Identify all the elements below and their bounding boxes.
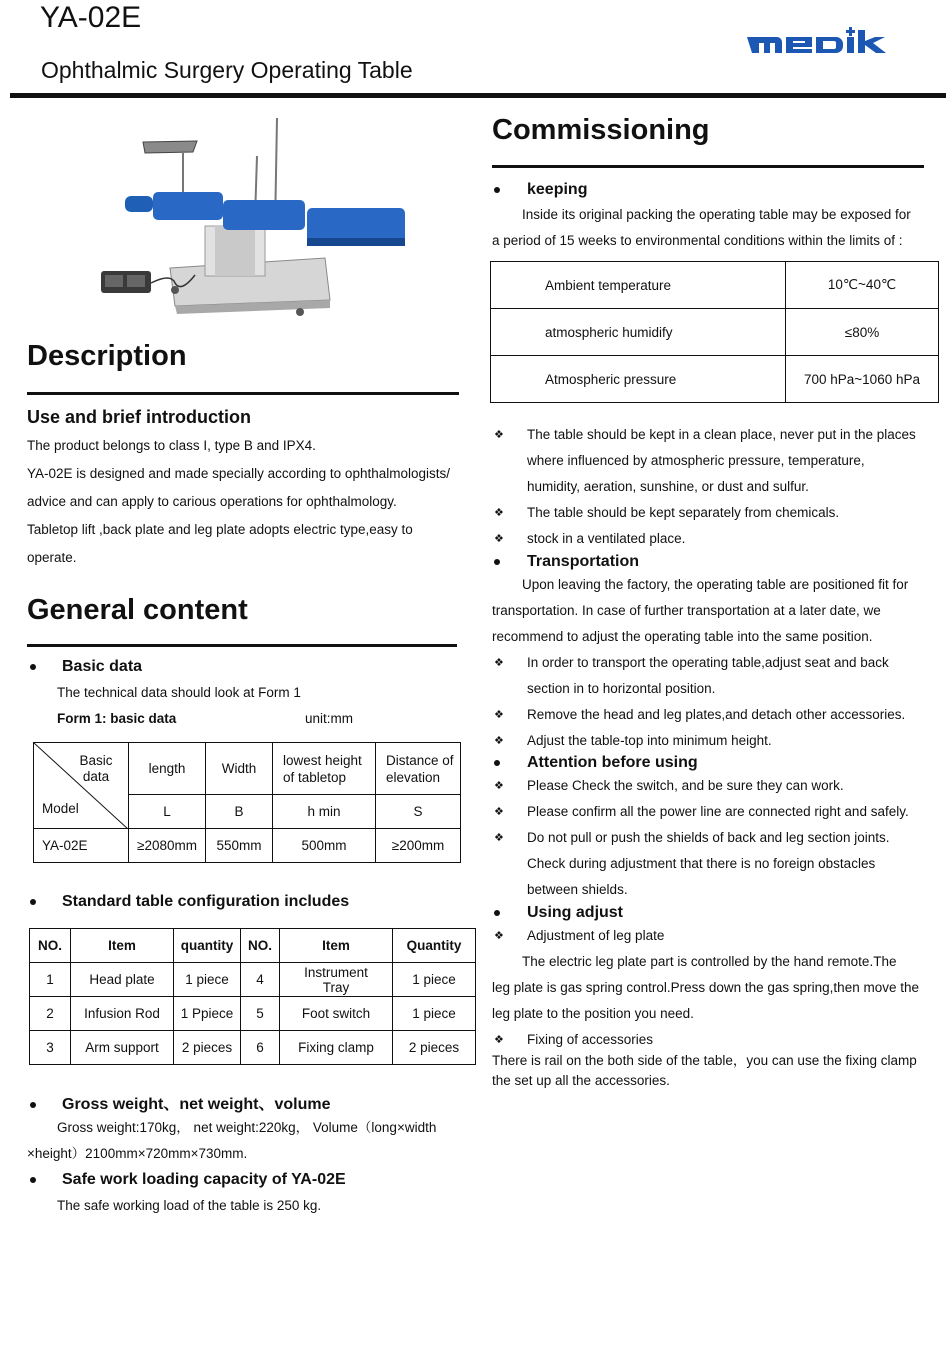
keeping-line-2: a period of 15 weeks to environmental conditions within the limits of : (492, 233, 903, 248)
config-header: Item (71, 929, 174, 963)
description-line: Tabletop lift ,back plate and leg plate adopts electric type,easy to (27, 522, 413, 537)
list-line: where influenced by atmospheric pressure, temperature, (527, 453, 865, 468)
bullet-dot (30, 899, 36, 905)
bullet-dot (494, 760, 500, 766)
config-cell: Head plate (71, 963, 174, 997)
diamond-bullet-icon: ❖ (494, 429, 504, 441)
config-cell: Infusion Rod (71, 997, 174, 1031)
list-line: between shields. (527, 882, 628, 897)
adjust-line-4: There is rail on the both side of the table，you can use the fixing clamp (492, 1053, 917, 1068)
load-line: The safe working load of the table is 250 kg. (57, 1198, 322, 1213)
description-rule (27, 392, 459, 395)
adjust-line-3: leg plate to the position you need. (492, 1006, 694, 1021)
basic-data-intro: The technical data should look at Form 1 (57, 685, 301, 700)
transport-line-1: Upon leaving the factory, the operating table are positioned fit for (522, 577, 909, 592)
transport-line-2: transportation. In case of further transportation at a later date, we (492, 603, 881, 618)
medik-logo (745, 26, 903, 56)
env-label: Atmospheric pressure (491, 356, 786, 403)
keeping-list (492, 422, 932, 552)
header-rule (10, 93, 946, 98)
description-line: The product belongs to class I, type B and IPX4. (27, 438, 316, 453)
model-title: YA-02E (40, 1, 142, 34)
general-title: General content (27, 594, 248, 626)
env-label: atmospheric humidify (491, 309, 786, 356)
length-value: ≥2080mm (129, 829, 206, 863)
table-row (30, 963, 476, 997)
unit-label: unit:mm (305, 711, 354, 726)
config-header: Quantity (393, 929, 476, 963)
list-item (492, 422, 932, 500)
corner-bottom-label: Model (42, 801, 79, 816)
list-line: Please confirm all the power line are connected right and safely. (527, 804, 909, 819)
diamond-bullet-icon: ❖ (494, 832, 504, 844)
config-header: NO. (30, 929, 71, 963)
header-width: Width (206, 743, 273, 795)
bullet-dot (494, 910, 500, 916)
config-header: quantity (174, 929, 241, 963)
attention-list (492, 773, 932, 903)
load-heading: Safe work loading capacity of YA-02E (62, 1171, 346, 1188)
transport-list (492, 650, 932, 754)
list-line: Adjustment of leg plate (527, 928, 665, 943)
list-line: Fixing of accessories (527, 1032, 654, 1047)
keeping-heading: keeping (527, 181, 588, 198)
diamond-bullet-icon: ❖ (494, 930, 504, 942)
config-header: Item (280, 929, 393, 963)
commissioning-title: Commissioning (492, 114, 710, 146)
symbol-h: h min (273, 795, 376, 829)
environment-table (490, 261, 939, 403)
header-elevation: Distance of elevation (376, 743, 461, 795)
bullet-dot (30, 1177, 36, 1183)
list-line: stock in a ventilated place. (527, 531, 686, 546)
list-line: humidity, aeration, sunshine, or dust and sulfur. (527, 479, 809, 494)
env-label: Ambient temperature (491, 262, 786, 309)
weight-heading: Gross weight、net weight、volume (62, 1096, 331, 1113)
list-item (492, 500, 932, 526)
adjust-line-5: the set up all the accessories. (492, 1073, 670, 1088)
adjust-line-1: The electric leg plate part is controlled by the hand remote.The (522, 954, 897, 969)
diamond-bullet-icon: ❖ (494, 533, 504, 545)
diamond-bullet-icon: ❖ (494, 780, 504, 792)
config-cell: 4 (241, 963, 280, 997)
description-title: Description (27, 340, 187, 372)
config-cell: 1 (30, 963, 71, 997)
description-line: advice and can apply to carious operations for ophthalmology. (27, 494, 397, 509)
list-item (492, 773, 932, 799)
diamond-bullet-icon: ❖ (494, 735, 504, 747)
header-lowest-height: lowest height of tabletop (273, 743, 376, 795)
table-row (491, 356, 939, 403)
config-cell: Instrument Tray (280, 963, 393, 997)
height-value: 500mm (273, 829, 376, 863)
description-line: YA-02E is designed and made specially according to ophthalmologists/ (27, 466, 450, 481)
bullet-dot (30, 664, 36, 670)
list-line: Please Check the switch, and be sure they can work. (527, 778, 844, 793)
list-item (492, 728, 932, 754)
corner-top-label: Basic data (79, 753, 113, 784)
weight-line-1: Gross weight:170kg， net weight:220kg， Volume（long×width (57, 1120, 437, 1135)
config-header: NO. (241, 929, 280, 963)
list-item (492, 923, 932, 949)
width-value: 550mm (206, 829, 273, 863)
basic-data-heading: Basic data (62, 658, 143, 675)
operating-table-image (95, 108, 415, 320)
intro-heading: Use and brief introduction (27, 407, 252, 427)
diamond-bullet-icon: ❖ (494, 709, 504, 721)
config-cell: 1 piece (393, 963, 476, 997)
config-cell: 1 piece (174, 963, 241, 997)
attention-heading: Attention before using (527, 754, 698, 771)
list-line: Adjust the table-top into minimum height. (527, 733, 772, 748)
header-length: length (129, 743, 206, 795)
general-rule (27, 644, 457, 647)
config-cell: 6 (241, 1031, 280, 1065)
product-subtitle: Ophthalmic Surgery Operating Table (41, 57, 413, 83)
symbol-b: B (206, 795, 273, 829)
diamond-bullet-icon: ❖ (494, 1034, 504, 1046)
list-line: In order to transport the operating table,adjust seat and back (527, 655, 889, 670)
transport-heading: Transportation (527, 553, 640, 570)
transport-line-3: recommend to adjust the operating table into the same position. (492, 629, 873, 644)
list-line: Remove the head and leg plates,and detach other accessories. (527, 707, 906, 722)
env-value: ≤80% (786, 309, 939, 356)
model-cell: YA-02E (34, 829, 129, 863)
weight-line-2: ×height）2100mm×720mm×730mm. (27, 1146, 248, 1161)
corner-cell (34, 743, 129, 829)
form-label: Form 1: basic data (57, 711, 177, 726)
table-row (491, 262, 939, 309)
config-cell: Foot switch (280, 997, 393, 1031)
env-value: 700 hPa~1060 hPa (786, 356, 939, 403)
commissioning-rule (492, 165, 924, 168)
description-line: operate. (27, 550, 77, 565)
adjust-line-2: leg plate is gas spring control.Press down the gas spring,then move the (492, 980, 919, 995)
adjust-heading: Using adjust (527, 904, 624, 921)
config-cell: 2 (30, 997, 71, 1031)
list-item (492, 526, 932, 552)
list-line: The table should be kept in a clean place, never put in the places (527, 427, 916, 442)
table-row (491, 309, 939, 356)
config-cell: 1 piece (393, 997, 476, 1031)
bullet-dot (30, 1102, 36, 1108)
symbol-l: L (129, 795, 206, 829)
config-cell: 3 (30, 1031, 71, 1065)
config-cell: 5 (241, 997, 280, 1031)
config-cell: 1 Ppiece (174, 997, 241, 1031)
list-item (492, 1027, 932, 1053)
diamond-bullet-icon: ❖ (494, 507, 504, 519)
env-value: 10℃~40℃ (786, 262, 939, 309)
config-cell: Arm support (71, 1031, 174, 1065)
list-item (492, 702, 932, 728)
keeping-line-1: Inside its original packing the operating table may be exposed for (522, 207, 911, 222)
config-table (29, 928, 476, 1065)
list-item (492, 825, 932, 903)
basic-data-table (33, 742, 461, 863)
bullet-dot (494, 559, 500, 565)
diamond-bullet-icon: ❖ (494, 657, 504, 669)
config-cell: 2 pieces (174, 1031, 241, 1065)
list-line: section in to horizontal position. (527, 681, 716, 696)
symbol-s: S (376, 795, 461, 829)
adjust-list-1 (492, 923, 932, 949)
config-heading: Standard table configuration includes (62, 893, 350, 910)
bullet-dot (494, 187, 500, 193)
adjust-list-2 (492, 1027, 932, 1053)
config-cell: Fixing clamp (280, 1031, 393, 1065)
list-item (492, 650, 932, 702)
elevation-value: ≥200mm (376, 829, 461, 863)
list-line: Do not pull or push the shields of back and leg section joints. (527, 830, 890, 845)
diamond-bullet-icon: ❖ (494, 806, 504, 818)
description-text (27, 432, 467, 572)
table-row (30, 997, 476, 1031)
config-cell: 2 pieces (393, 1031, 476, 1065)
list-line: Check during adjustment that there is no foreign obstacles (527, 856, 876, 871)
list-line: The table should be kept separately from chemicals. (527, 505, 840, 520)
list-item (492, 799, 932, 825)
table-row (30, 1031, 476, 1065)
